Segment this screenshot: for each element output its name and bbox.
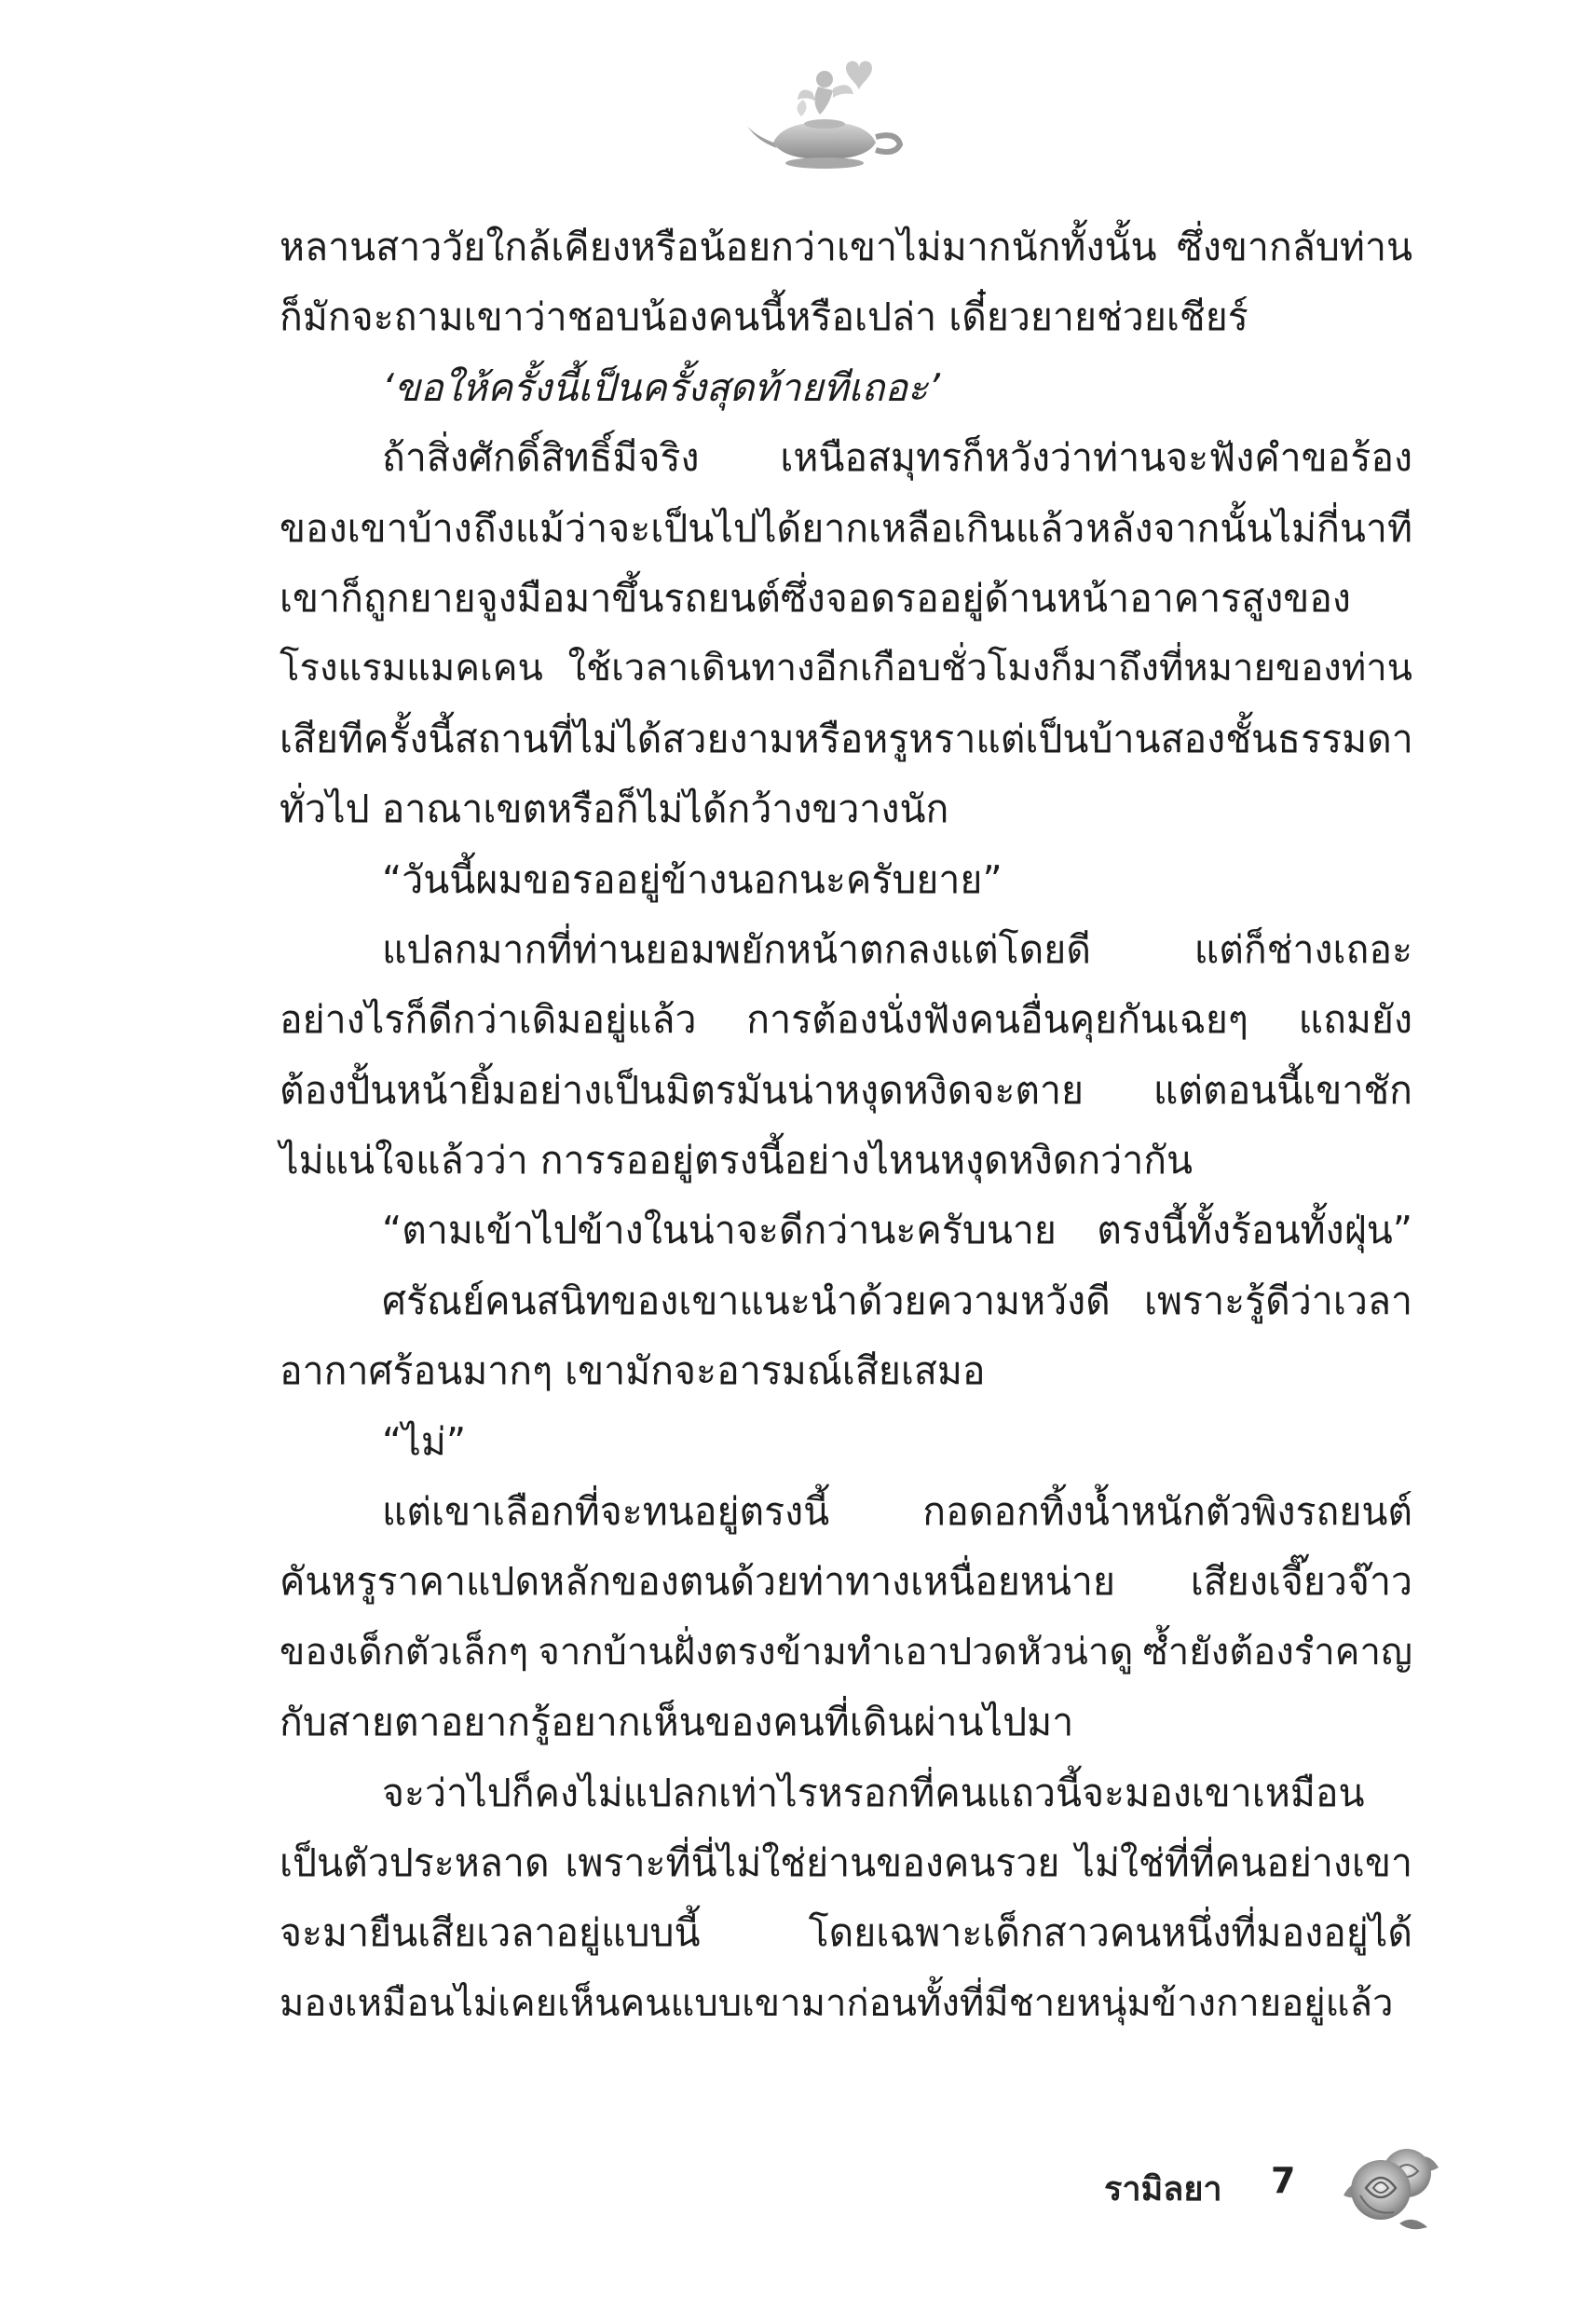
text-line: ก็มักจะถามเขาว่าชอบน้องคนนี้หรือเปล่า เดี๋ยวยายช่วยเชียร์ (280, 294, 1248, 340)
text-line: มองเหมือนไม่เคยเห็นคนแบบเขามาก่อนทั้งที่มีชายหนุ่มข้างกายอยู่แล้ว (280, 1981, 1394, 2025)
text-line: จะมายืนเสียเวลาอยู่แบบนี้ โดยเฉพาะเด็กสาวคนหนึ่งที่มองอยู่ได้ (280, 1910, 1412, 1956)
text-line: “ตามเข้าไปข้างในน่าจะดีกว่านะครับนาย ตรงนี้ทั้งร้อนทั้งฝุ่น” (382, 1208, 1412, 1253)
text-line: ของเขาบ้าง ถึงแม้ว่าจะเป็นไปได้ยากเหลือเกินแล้ว หลังจากนั้นไม่กี่นาที (280, 505, 1412, 551)
text-line: เขาก็ถูกยายจูงมือมาขึ้นรถยนต์ซึ่งจอดรออยู่ด้านหน้าอาคารสูงของ (280, 575, 1351, 621)
text-line: อย่างไรก็ดีกว่าเดิมอยู่แล้ว การต้องนั่งฟังคนอื่นคุยกันเฉยๆ แถมยัง (280, 997, 1412, 1043)
text-line: กับสายตาอยากรู้อยากเห็นของคนที่เดินผ่านไปมา (280, 1700, 1074, 1745)
text-line: ศรัณย์คนสนิทของเขาแนะนำด้วยความหวังดี เพราะรู้ดีว่าเวลา (382, 1278, 1412, 1323)
book-title: รามิลยา (1104, 2170, 1222, 2208)
text-line: “ไม่” (382, 1418, 467, 1464)
text-line: ไม่แน่ใจแล้วว่า การรออยู่ตรงนี้อย่างไหนหงุดหงิดกว่ากัน (280, 1138, 1194, 1183)
text-line: ทั่วไป อาณาเขตหรือก็ไม่ได้กว้างขวางนัก (280, 786, 949, 832)
text-line: เป็นตัวประหลาด เพราะที่นี่ไม่ใช่ย่านของคนรวย ไม่ใช่ที่ที่คนอย่างเขา (280, 1839, 1412, 1885)
text-line: หลานสาววัยใกล้เคียงหรือน้อยกว่าเขาไม่มากนักทั้งนั้น ซึ่งขากลับท่าน (280, 225, 1412, 269)
text-line: ของเด็กตัวเล็กๆ จากบ้านฝั่งตรงข้ามทำเอาปวดหัวน่าดู ซ้ำยังต้องรำคาญ (280, 1630, 1412, 1674)
text-line: เสียที ครั้งนี้สถานที่ไม่ได้สวยงามหรือหรูหรา แต่เป็นบ้านสองชั้นธรรมดา (280, 716, 1413, 761)
text-line: ถ้าสิ่งศักดิ์สิทธิ์มีจริง เหนือสมุทรก็หวังว่าท่านจะฟังคำขอร้อง (382, 435, 1412, 481)
cupid-teapot-icon (736, 51, 913, 172)
rose-icon (1334, 2130, 1446, 2233)
text-line: โรงแรมแมคเคน ใช้เวลาเดินทางอีกเกือบชั่วโมงก็มาถึงที่หมายของท่าน (280, 647, 1412, 691)
text-line: “วันนี้ผมขอรออยู่ข้างนอกนะครับยาย” (382, 856, 1003, 902)
text-line: ต้องปั้นหน้ายิ้มอย่างเป็นมิตรมันน่าหงุดหงิดจะตาย แต่ตอนนี้เขาชัก (280, 1067, 1412, 1113)
text-line: คันหรูราคาแปดหลักของตนด้วยท่าทางเหนื่อยหน่าย เสียงเจี๊ยวจ๊าว (280, 1559, 1412, 1605)
text-line: แต่เขาเลือกที่จะทนอยู่ตรงนี้ กอดอกทิ้งน้ำหนักตัวพิงรถยนต์ (382, 1489, 1412, 1535)
text-line: อากาศร้อนมากๆ เขามักจะอารมณ์เสียเสมอ (280, 1348, 986, 1394)
text-line: จะว่าไปก็คงไม่แปลกเท่าไรหรอกที่คนแถวนี้จะมองเขาเหมือน (382, 1770, 1365, 1815)
text-line: ‘ขอให้ครั้งนี้เป็นครั้งสุดท้ายทีเถอะ’ (382, 364, 941, 410)
page-number: 7 (1271, 2160, 1296, 2201)
text-line: แปลกมากที่ท่านยอมพยักหน้าตกลงแต่โดยดี แต่ก็ช่างเถอะ (382, 926, 1412, 972)
body-text (280, 212, 1412, 2039)
